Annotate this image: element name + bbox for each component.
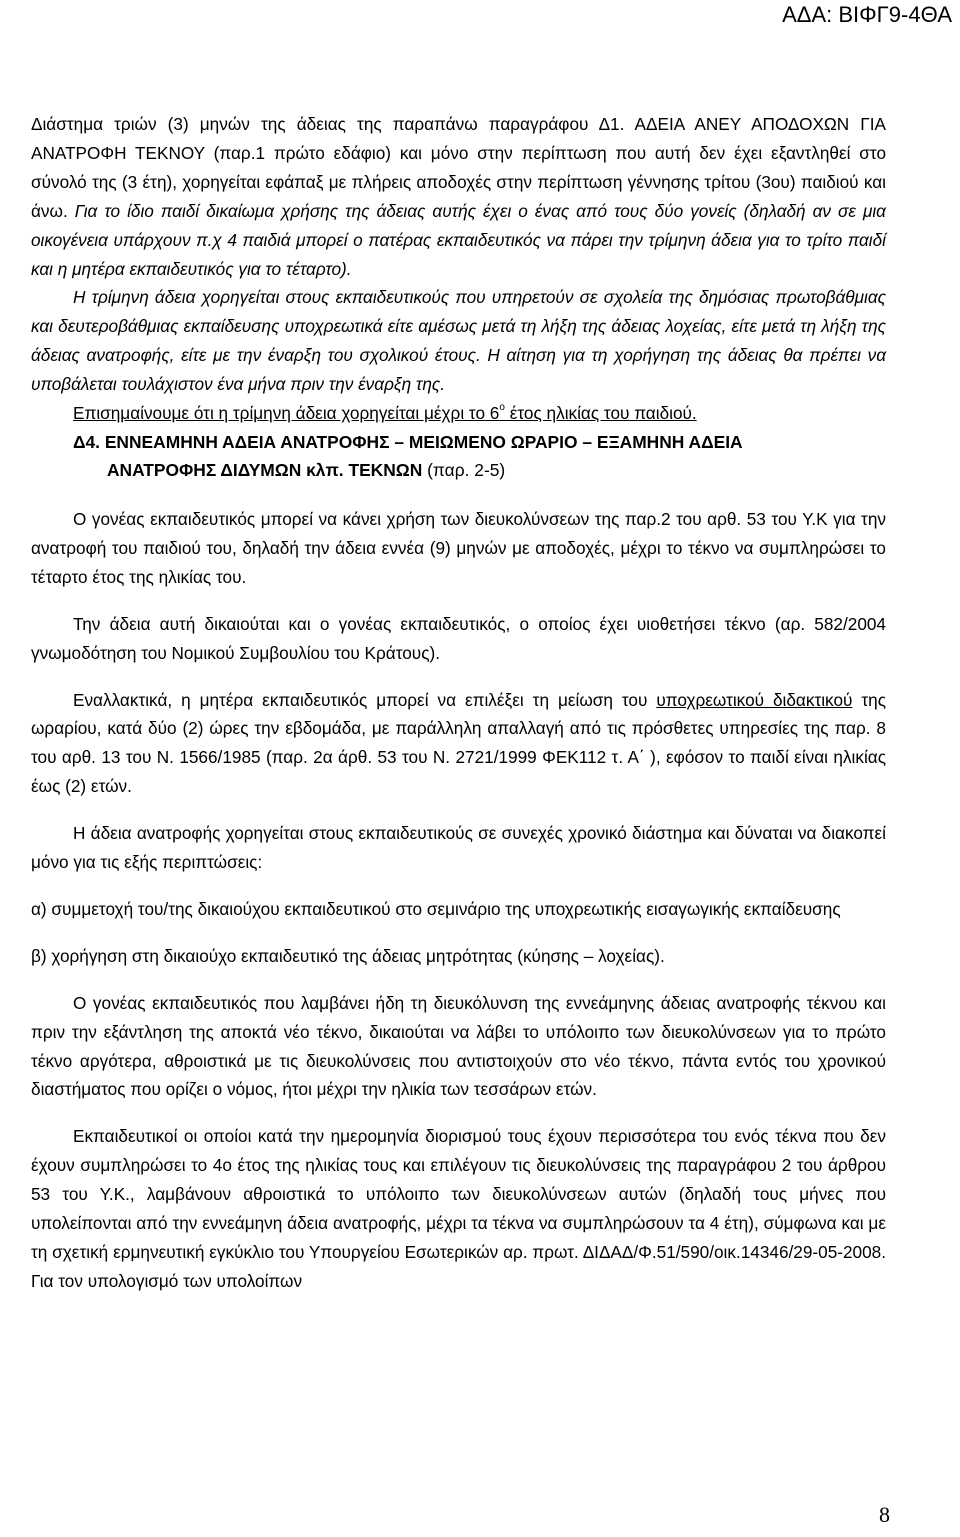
paragraph-continuous-leave: Η άδεια ανατροφής χορηγείται στους εκπαιδευτικούς σε συνεχές χρονικό διάστημα και δύναται να διακοπεί μόνο για τις εξής περιπτώσεις: — [31, 823, 886, 873]
paragraph-three-month-leave — [31, 110, 886, 283]
reduced-hours-start: Εναλλακτικά, η μητέρα εκπαιδευτικός μπορεί να επιλέξει τη μείωση του — [73, 689, 657, 710]
paragraph-adoption: Την άδεια αυτή δικαιούται και ο γονέας εκπαιδευτικός, ο οποίος έχει υιοθετήσει τέκνο (αρ. 582/2004 γνωμοδότηση του Νομικού Συμβουλίου του Κράτους). — [31, 613, 886, 663]
ada-code: ΑΔΑ: ΒΙΦΓ9-4ΘΑ — [782, 2, 952, 27]
heading-line-2-ref: (παρ. 2-5) — [422, 460, 506, 481]
paragraph-multiple-children: Εκπαιδευτικοί οι οποίοι κατά την ημερομηνία διορισμού τους έχουν περισσότερα του ενός τέκνα που δεν έχουν συμπληρώσει το 4ο έτος της ηλικίας τους και επιλέγουν τις διευκολύνσεις της παραγράφου 2 του άρθρου 53 του Υ.Κ., λαμβάνουν αθροιστικά το υπόλοιπο των διευκολύνσεων αυτών (δηλαδή τους μήνες που υπολείπονται από την εννεάμηνη άδεια ανατροφής, μέχρι τα τέκνα να συμπληρώσουν τα 4 έτη), σύμφωνα και με τη σχετική ερμηνευτική εγκύκλιο του Υπουργείου Εσωτερικών αρ. πρωτ. ΔΙΔΑΔ/Φ.51/590/οικ.14346/29-05-2008. Για τον υπολογισμό των υπολοίπων — [31, 1126, 886, 1291]
leave-italic-note: Για το ίδιο παιδί δικαίωμα χρήσης της άδειας αυτής έχει ο ένας από τους δύο γονείς (δηλαδή αν σε μια οικογένεια υπάρχουν π.χ 4 παιδιά μπορεί ο πατέρας εκπαιδευτικός να πάρει την τρίμηνη άδεια για το τρίτο παιδί και η μητέρα εκπαιδευτικός για το τέταρτο). — [31, 200, 886, 279]
age-limit-note — [31, 399, 886, 428]
leave-timing-text: Η τρίμηνη άδεια χορηγείται στους εκπαιδευτικούς που υπηρετούν σε σχολεία της δημόσιας πρωτοβάθμιας και δευτεροβάθμιας εκπαίδευσης υποχρεωτικά είτε αμέσως μετά τη λήξη της άδειας λοχείας, είτε μετά τη λήξη της άδειας ανατροφής, είτε με την έναρξη του σχολικού έτους. Η αίτηση για τη χορήγηση της άδειας θα πρέπει να υποβάλεται τουλάχιστον ένα μήνα πριν την έναρξη της. — [31, 287, 886, 395]
reduced-hours-end: της ωραρίου, κατά δύο (2) ώρες την εβδομάδα, με παράλληλη απαλλαγή από τις πρόσθετες υπηρεσίες της παρ. 8 του αρθ. 13 του Ν. 1566/1985 (παρ. 2α άρθ. 53 του Ν. 2721/1999 ΦΕΚ112 τ. Α΄ ), εφόσον το παιδί είναι ηλικίας έως (2) ετών. — [31, 689, 886, 797]
paragraph-nine-month-leave: Ο γονέας εκπαιδευτικός μπορεί να κάνει χρήση των διευκολύνσεων της παρ.2 του αρθ. 53 του Υ.Κ για την ανατροφή του παιδιού του, δηλαδή την άδεια εννέα (9) μηνών με αποδοχές, μέχρι το τέκνο να συμπληρώσει το τέταρτο έτος της ηλικίας του. — [31, 508, 886, 587]
paragraph-reduced-hours — [31, 686, 886, 802]
heading-line-1: Δ4. ΕΝΝΕΑΜΗΝΗ ΑΔΕΙΑ ΑΝΑΤΡΟΦΗΣ – ΜΕΙΩΜΕΝΟ ΩΡΑΡΙΟ – ΕΞΑΜΗΝΗ ΑΔΕΙΑ — [73, 431, 743, 452]
age-limit-text: Επισημαίνουμε ότι η τρίμηνη άδεια χορηγείται μέχρι το 6 — [73, 403, 500, 424]
list-item-b: β) χορήγηση στη δικαιούχο εκπαιδευτικό της άδειας μητρότητας (κύησης – λοχείας). — [31, 945, 665, 966]
section-heading-d4 — [31, 428, 886, 485]
heading-line-2: ΑΝΑΤΡΟΦΗΣ ΔΙΔΥΜΩΝ κλπ. ΤΕΚΝΩΝ — [107, 460, 423, 481]
paragraph-new-child: Ο γονέας εκπαιδευτικός που λαμβάνει ήδη τη διευκόλυνση της εννεάμηνης άδειας ανατροφής τέκνου και πριν την εξάντληση της αποκτά νέο τέκνο, δικαιούται να λάβει το υπόλοιπο των διευκολύνσεων για το πρώτο τέκνο αργότερα, αθροιστικά με τις διευκολύνσεις που αντιστοιχούν στο νέο τέκνο, πάντα εντός του χρονικού διαστήματος που ορίζει ο νόμος, ήτοι μέχρι την ηλικία των τεσσάρων ετών. — [31, 992, 886, 1100]
superscript-o: ο — [499, 402, 505, 414]
list-item-a: α) συμμετοχή του/της δικαιούχου εκπαιδευτικού στο σεμινάριο της υποχρεωτικής εισαγωγικής εκπαίδευσης — [31, 898, 841, 919]
document-body — [31, 110, 886, 1296]
page-number: 8 — [879, 1502, 890, 1527]
paragraph-leave-timing — [31, 283, 886, 399]
leave-text: Διάστημα τριών (3) μηνών της άδειας της παραπάνω παραγράφου Δ1. ΑΔΕΙΑ ΑΝΕΥ ΑΠΟΔΟΧΩΝ ΓΙΑ ΑΝΑΤΡΟΦΗ ΤΕΚΝΟΥ (παρ.1 πρώτο εδάφιο) και μόνο στην περίπτωση που αυτή δεν έχει εξαντληθεί στο σύνολό της (3 έτη), χορηγείται εφάπαξ με πλήρεις αποδοχές στην περίπτωση γέννησης τρίτου (3ου) παιδιού και άνω. — [31, 114, 886, 221]
age-limit-text-end: έτος ηλικίας του παιδιού. — [504, 403, 697, 424]
reduced-hours-underlined: υποχρεωτικού διδακτικού — [656, 689, 853, 710]
